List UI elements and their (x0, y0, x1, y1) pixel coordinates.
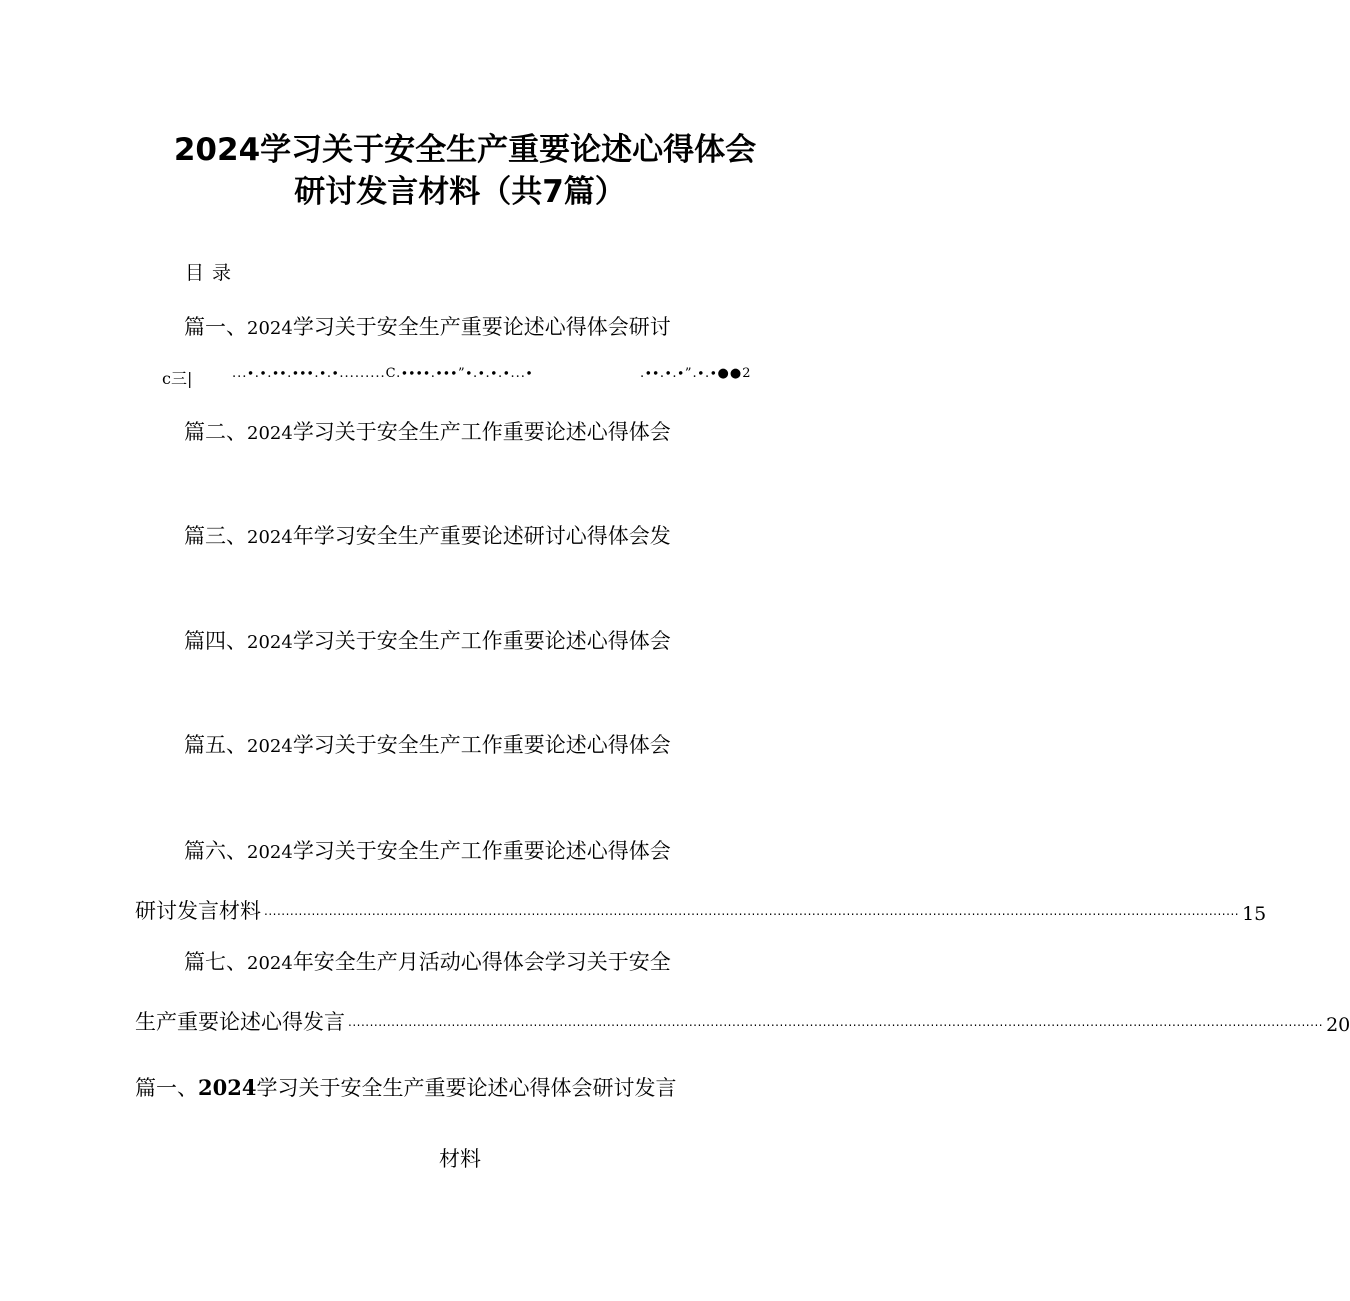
toc-entry-5[interactable] (184, 730, 671, 762)
toc-entry-3[interactable] (184, 521, 671, 553)
toc-entry-text: 学习关于安全生产工作重要论述心得体会 (292, 733, 671, 757)
dot-leader: .................................................................................................................................................................................................................................. (264, 904, 1240, 918)
toc-entry-7[interactable] (184, 947, 671, 979)
toc-entry-year: 2024 (247, 736, 293, 757)
toc-entry-label: 篇七、 (184, 950, 247, 974)
toc-entry-label: 篇三、 (184, 524, 247, 548)
garbled-prefix: c三| (162, 369, 193, 388)
section-year: 2024 (198, 1075, 257, 1100)
toc-entry-year: 2024 (247, 842, 293, 863)
toc-entry-label: 篇六、 (184, 839, 247, 863)
toc-entry-cont-text: 生产重要论述心得发言 (135, 1010, 345, 1034)
document-title-line-1: 2024学习关于安全生产重要论述心得体会 (173, 132, 757, 168)
toc-entry-label: 篇四、 (184, 629, 247, 653)
toc-entry-label: 篇二、 (184, 420, 247, 444)
toc-entry-year: 2024 (247, 632, 293, 653)
toc-entry-text: 学习关于安全生产工作重要论述心得体会 (292, 420, 671, 444)
toc-entry-text: 学习关于安全生产工作重要论述心得体会 (292, 629, 671, 653)
toc-entry-1[interactable] (184, 312, 671, 344)
toc-entry-4[interactable] (184, 626, 671, 658)
toc-entry-year: 2024 (247, 423, 293, 444)
toc-entry-7-continuation[interactable] (135, 1006, 1350, 1036)
toc-entry-year: 2024 (247, 953, 293, 974)
toc-entry-label: 篇五、 (184, 733, 247, 757)
toc-page-number: 15 (1242, 903, 1267, 925)
toc-entry-cont-text: 研讨发言材料 (135, 899, 261, 923)
toc-entry-text: 年安全生产月活动心得体会学习关于安全 (292, 950, 671, 974)
toc-entry-2[interactable] (184, 417, 671, 449)
toc-entry-text: 学习关于安全生产重要论述心得体会研讨 (292, 315, 671, 339)
toc-entry-year: 2024 (247, 527, 293, 548)
toc-page-number: 20 (1326, 1014, 1350, 1036)
toc-entry-text: 年学习安全生产重要论述研讨心得体会发 (292, 524, 671, 548)
section-heading-continuation: 材料 (439, 1147, 481, 1171)
section-text: 学习关于安全生产重要论述心得体会研讨发言 (256, 1076, 677, 1100)
toc-entry-text: 学习关于安全生产工作重要论述心得体会 (292, 839, 671, 863)
garbled-dots: ...∙.∙.∙∙.∙∙∙.∙.∙.........C.∙∙∙∙.∙∙∙”∙.∙.∙.∙...∙ (232, 366, 534, 381)
toc-entry-6-continuation[interactable] (135, 895, 1267, 925)
toc-entry-1-garbled-leader (162, 362, 750, 392)
section-label: 篇一、 (135, 1076, 198, 1100)
toc-entry-year: 2024 (247, 318, 293, 339)
toc-entry-6[interactable] (184, 836, 671, 868)
document-title-line-2: 研讨发言材料（共7篇） (294, 174, 626, 210)
dot-leader: .................................................................................................................................................................................................................................. (348, 1015, 1324, 1029)
toc-heading: 目录 (185, 262, 240, 284)
garbled-end: .∙∙.∙.∙”.∙.∙●●2 (640, 366, 752, 381)
toc-entry-label: 篇一、 (184, 315, 247, 339)
section-heading (135, 1072, 676, 1102)
